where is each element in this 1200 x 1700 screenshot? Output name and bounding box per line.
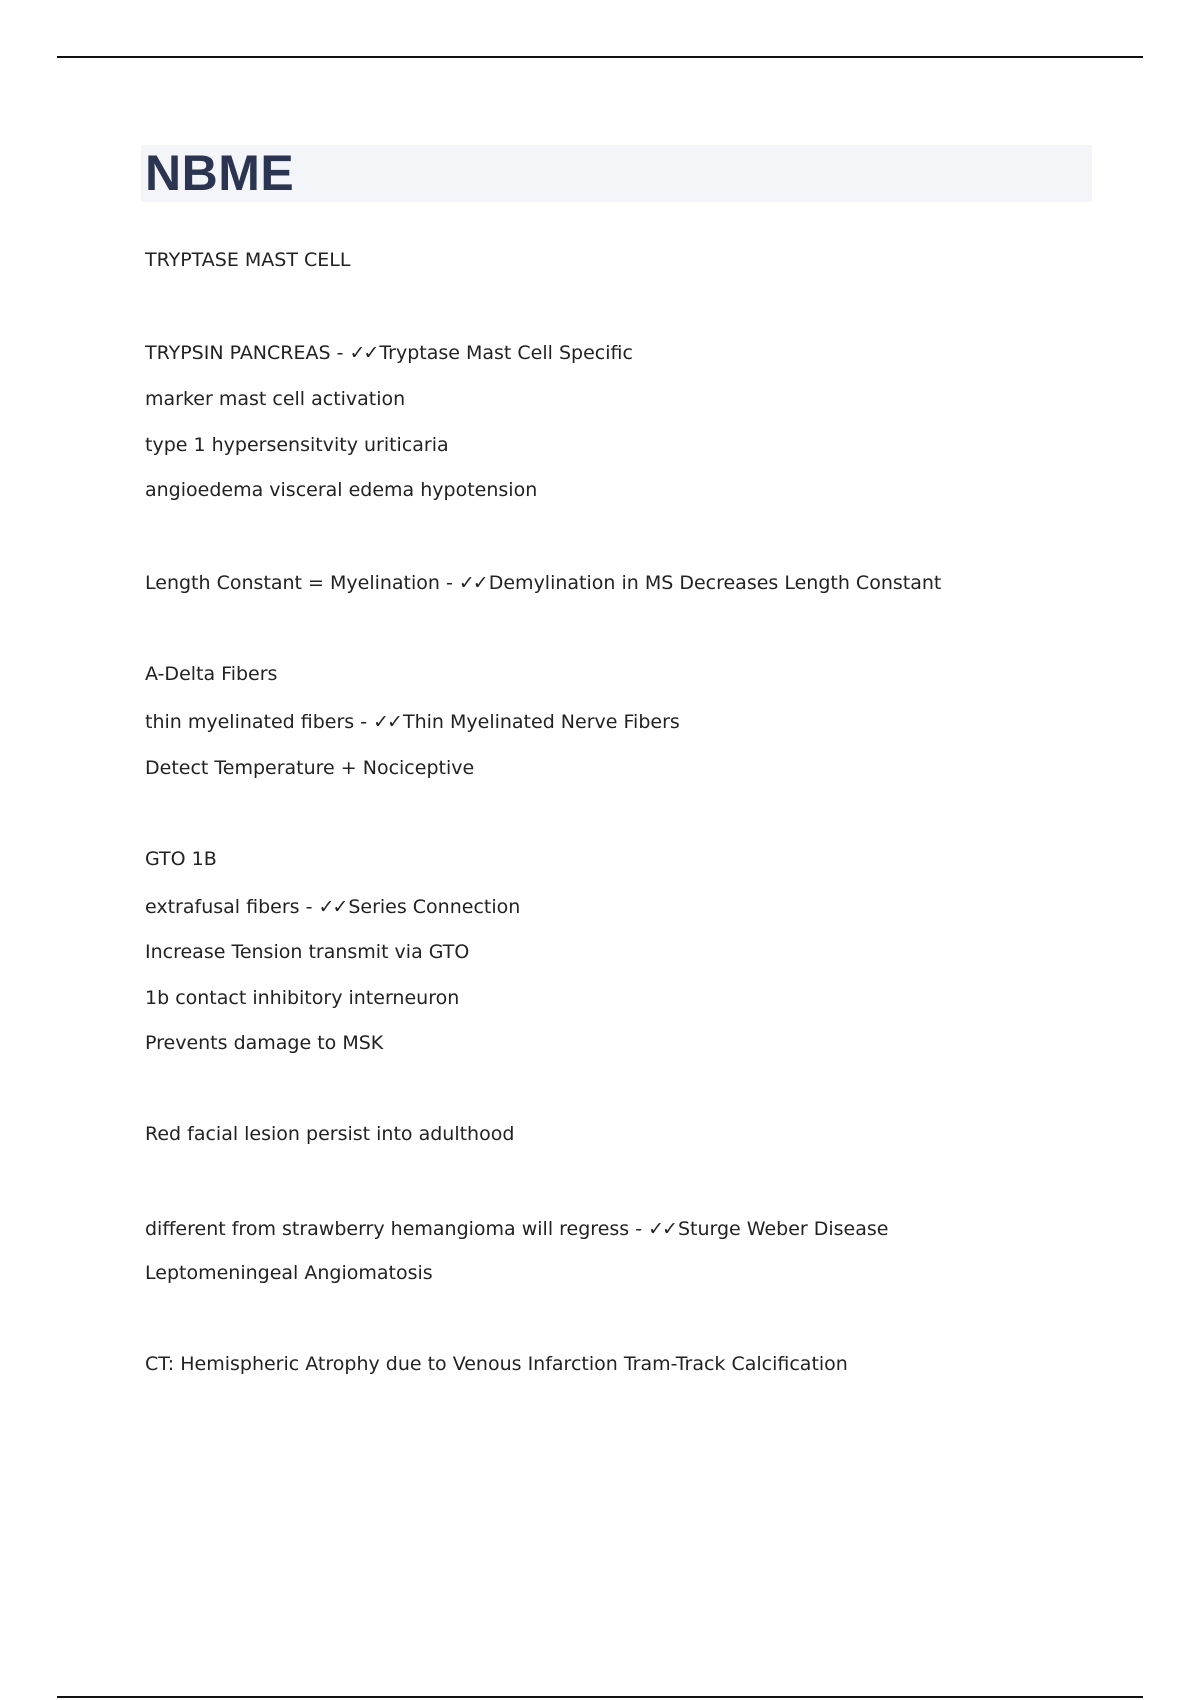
- line-1b-contact: [145, 986, 459, 1010]
- line-prefix: extrafusal fibers -: [145, 896, 319, 918]
- line-text: Increase Tension transmit via GTO: [145, 941, 470, 963]
- line-text: Tryptase Mast Cell Specific: [379, 342, 633, 364]
- line-prefix: Length Constant = Myelination -: [145, 572, 459, 594]
- line-text: Red facial lesion persist into adulthood: [145, 1123, 515, 1145]
- line-detect-temperature: [145, 756, 474, 780]
- line-red-facial-lesion: [145, 1122, 514, 1146]
- double-check-icon: ✓✓: [458, 572, 487, 594]
- line-text: CT: Hemispheric Atrophy due to Venous Infarction Tram-Track Calcification: [145, 1353, 848, 1375]
- line-tryptase-mast-cell: [145, 248, 350, 272]
- line-marker-mast-cell: [145, 387, 405, 411]
- line-text: Series Connection: [348, 896, 521, 918]
- line-ct-hemispheric: [145, 1352, 848, 1376]
- line-strawberry-hemangioma: [145, 1217, 888, 1241]
- line-text: GTO 1B: [145, 848, 217, 870]
- bottom-rule: [57, 1696, 1143, 1698]
- double-check-icon: ✓✓: [318, 896, 347, 918]
- title-band: [141, 145, 1092, 202]
- line-angioedema: [145, 478, 537, 502]
- double-check-icon: ✓✓: [648, 1218, 676, 1240]
- line-text: marker mast cell activation: [145, 388, 406, 410]
- line-text: Thin Myelinated Nerve Fibers: [402, 711, 680, 733]
- line-increase-tension: [145, 940, 469, 964]
- top-rule: [57, 56, 1143, 58]
- line-text: Detect Temperature + Nociceptive: [145, 757, 475, 779]
- line-leptomeningeal: [145, 1261, 433, 1285]
- double-check-icon: ✓✓: [373, 711, 401, 733]
- line-text: A-Delta Fibers: [145, 663, 278, 685]
- line-thin-myelinated: [145, 710, 680, 734]
- line-text: TRYPTASE MAST CELL: [145, 249, 351, 271]
- line-text: Demylination in MS Decreases Length Constant: [488, 572, 942, 594]
- line-prefix: thin myelinated fibers -: [145, 711, 374, 733]
- line-text: angioedema visceral edema hypotension: [145, 479, 538, 501]
- line-text: Leptomeningeal Angiomatosis: [145, 1262, 433, 1284]
- line-text: Prevents damage to MSK: [145, 1032, 384, 1054]
- line-prevents-damage: [145, 1031, 383, 1055]
- line-prefix: TRYPSIN PANCREAS -: [145, 342, 350, 364]
- line-text: Sturge Weber Disease: [677, 1218, 889, 1240]
- line-text: type 1 hypersensitvity uriticaria: [145, 434, 449, 456]
- line-prefix: different from strawberry hemangioma will regress -: [145, 1218, 649, 1240]
- document-title: NBME: [145, 145, 295, 201]
- line-trypsin-pancreas: [145, 341, 633, 365]
- line-type1-hypersensitivity: [145, 433, 449, 457]
- line-gto-1b: [145, 847, 217, 871]
- line-length-constant: [145, 571, 941, 595]
- line-a-delta-fibers: [145, 662, 277, 686]
- line-extrafusal-fibers: [145, 895, 520, 919]
- double-check-icon: ✓✓: [349, 342, 378, 364]
- line-text: 1b contact inhibitory interneuron: [145, 987, 460, 1009]
